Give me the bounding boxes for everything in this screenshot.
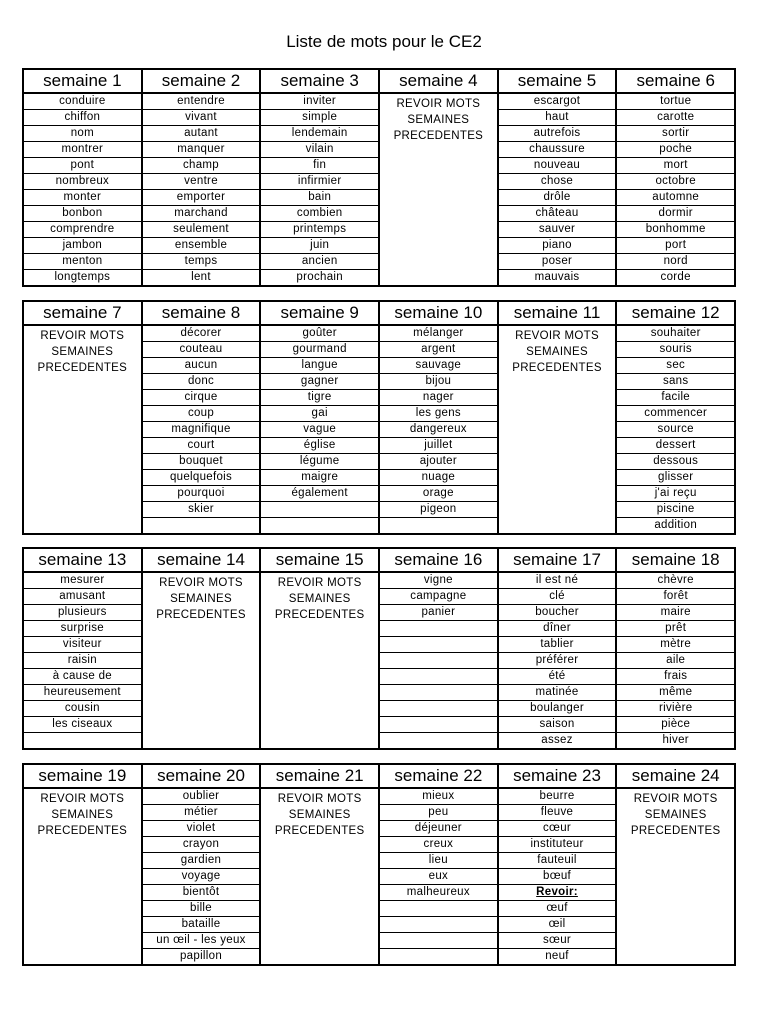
review-note bbox=[261, 573, 378, 623]
word-cell: bonhomme bbox=[617, 222, 734, 238]
review-note-line: PRECEDENTES bbox=[37, 825, 128, 837]
review-note-line: PRECEDENTES bbox=[512, 362, 602, 374]
week-header: semaine 14 bbox=[143, 549, 260, 573]
week-header: semaine 19 bbox=[24, 765, 141, 789]
word-cell: également bbox=[261, 486, 378, 502]
word-cell: bientôt bbox=[143, 885, 260, 901]
word-cell: skier bbox=[143, 502, 260, 518]
week-column bbox=[141, 549, 260, 748]
word-cell bbox=[380, 917, 497, 933]
word-cell: malheureux bbox=[380, 885, 497, 901]
week-word-list bbox=[380, 573, 497, 748]
week-column bbox=[497, 302, 616, 533]
word-cell bbox=[380, 518, 497, 533]
word-cell bbox=[380, 949, 497, 964]
word-cell: il est né bbox=[499, 573, 616, 589]
week-word-list bbox=[24, 573, 141, 748]
week-word-list bbox=[380, 326, 497, 533]
review-note-line: REVOIR MOTS bbox=[277, 793, 362, 805]
word-cell: juillet bbox=[380, 438, 497, 454]
word-cell: champ bbox=[143, 158, 260, 174]
word-cell: vilain bbox=[261, 142, 378, 158]
week-word-list bbox=[499, 94, 616, 285]
week-column bbox=[259, 549, 378, 748]
review-note-line: REVOIR MOTS bbox=[277, 577, 362, 589]
word-cell bbox=[143, 518, 260, 533]
word-cell bbox=[380, 717, 497, 733]
word-cell: bataille bbox=[143, 917, 260, 933]
word-cell: carotte bbox=[617, 110, 734, 126]
week-header: semaine 3 bbox=[261, 70, 378, 94]
word-cell bbox=[380, 637, 497, 653]
word-cell: dîner bbox=[499, 621, 616, 637]
word-cell: nager bbox=[380, 390, 497, 406]
review-note-line: PRECEDENTES bbox=[274, 609, 365, 621]
word-cell: manquer bbox=[143, 142, 260, 158]
word-cell: cousin bbox=[24, 701, 141, 717]
week-word-list bbox=[24, 94, 141, 285]
word-cell: voyage bbox=[143, 869, 260, 885]
week-column bbox=[378, 765, 497, 964]
word-cell: printemps bbox=[261, 222, 378, 238]
word-cell: à cause de bbox=[24, 669, 141, 685]
week-word-list bbox=[261, 326, 378, 533]
word-cell: aile bbox=[617, 653, 734, 669]
week-header: semaine 12 bbox=[617, 302, 734, 326]
word-cell: quelquefois bbox=[143, 470, 260, 486]
word-cell: tigre bbox=[261, 390, 378, 406]
word-cell: ventre bbox=[143, 174, 260, 190]
week-header: semaine 17 bbox=[499, 549, 616, 573]
week-block-4 bbox=[22, 763, 736, 966]
word-cell: monter bbox=[24, 190, 141, 206]
week-column bbox=[259, 765, 378, 964]
word-cell: boucher bbox=[499, 605, 616, 621]
word-cell: prochain bbox=[296, 271, 343, 283]
week-header: semaine 24 bbox=[617, 765, 734, 789]
word-cell: autrefois bbox=[499, 126, 616, 142]
week-column bbox=[615, 302, 734, 533]
word-cell: mauvais bbox=[534, 271, 580, 283]
word-cell: commencer bbox=[617, 406, 734, 422]
word-cell: les gens bbox=[380, 406, 497, 422]
review-note-line: REVOIR MOTS bbox=[633, 793, 718, 805]
review-note-line: REVOIR MOTS bbox=[159, 577, 243, 589]
review-note bbox=[143, 573, 260, 623]
word-cell bbox=[380, 933, 497, 949]
week-header: semaine 15 bbox=[261, 549, 378, 573]
review-note-line: SEMAINES bbox=[644, 809, 707, 821]
word-cell: préférer bbox=[499, 653, 616, 669]
word-cell: cirque bbox=[143, 390, 260, 406]
word-cell: addition bbox=[654, 519, 698, 531]
word-cell: lendemain bbox=[261, 126, 378, 142]
word-cell: instituteur bbox=[499, 837, 616, 853]
review-note bbox=[24, 789, 141, 839]
word-cell: pourquoi bbox=[143, 486, 260, 502]
review-note-line: PRECEDENTES bbox=[393, 130, 484, 142]
word-cell: gardien bbox=[143, 853, 260, 869]
week-column bbox=[141, 70, 260, 285]
week-word-list bbox=[617, 789, 734, 964]
word-cell: saison bbox=[499, 717, 616, 733]
word-cell: autant bbox=[143, 126, 260, 142]
word-cell: seulement bbox=[143, 222, 260, 238]
word-cell bbox=[261, 502, 378, 518]
word-cell: gourmand bbox=[261, 342, 378, 358]
review-note-line: PRECEDENTES bbox=[630, 825, 721, 837]
page-title: Liste de mots pour le CE2 bbox=[286, 32, 482, 51]
word-cell: lent bbox=[191, 271, 211, 283]
word-cell: œil bbox=[499, 917, 616, 933]
word-cell: poser bbox=[499, 254, 616, 270]
word-cell: gai bbox=[261, 406, 378, 422]
week-column bbox=[615, 765, 734, 964]
word-cell: amusant bbox=[24, 589, 141, 605]
word-cell: creux bbox=[380, 837, 497, 853]
word-cell: hiver bbox=[662, 734, 689, 746]
review-note-line: PRECEDENTES bbox=[37, 362, 128, 374]
review-note-line: REVOIR MOTS bbox=[40, 793, 125, 805]
word-cell: mort bbox=[617, 158, 734, 174]
word-cell: violet bbox=[143, 821, 260, 837]
word-cell: ajouter bbox=[380, 454, 497, 470]
word-cell: haut bbox=[499, 110, 616, 126]
word-cell: frais bbox=[617, 669, 734, 685]
review-note bbox=[24, 326, 141, 376]
word-cell: tortue bbox=[617, 94, 734, 110]
week-header: semaine 1 bbox=[24, 70, 141, 94]
word-cell: eux bbox=[380, 869, 497, 885]
week-header: semaine 8 bbox=[143, 302, 260, 326]
word-cell: vigne bbox=[380, 573, 497, 589]
word-cell: souhaiter bbox=[617, 326, 734, 342]
word-cell: les ciseaux bbox=[24, 717, 141, 733]
review-note-line: SEMAINES bbox=[170, 593, 232, 605]
word-cell: ensemble bbox=[143, 238, 260, 254]
word-cell: matinée bbox=[499, 685, 616, 701]
week-word-list bbox=[143, 573, 260, 748]
word-cell bbox=[380, 653, 497, 669]
review-note-line: SEMAINES bbox=[288, 593, 351, 605]
word-cell: j'ai reçu bbox=[617, 486, 734, 502]
word-cell: assez bbox=[541, 734, 573, 746]
week-word-list bbox=[617, 326, 734, 533]
review-note bbox=[499, 326, 616, 376]
word-cell: coup bbox=[143, 406, 260, 422]
word-cell: tablier bbox=[499, 637, 616, 653]
week-column bbox=[497, 765, 616, 964]
week-column bbox=[24, 549, 141, 748]
word-cell: court bbox=[143, 438, 260, 454]
word-cell bbox=[380, 685, 497, 701]
week-block-2 bbox=[22, 300, 736, 535]
week-block-1 bbox=[22, 68, 736, 287]
week-column bbox=[497, 70, 616, 285]
week-word-list bbox=[499, 573, 616, 748]
week-word-list bbox=[261, 789, 378, 964]
word-cell: décorer bbox=[143, 326, 260, 342]
word-cell: emporter bbox=[143, 190, 260, 206]
review-note-line: REVOIR MOTS bbox=[515, 330, 599, 342]
week-column bbox=[24, 70, 141, 285]
word-cell: menton bbox=[24, 254, 141, 270]
week-word-list bbox=[499, 789, 616, 964]
word-cell: montrer bbox=[24, 142, 141, 158]
week-word-list bbox=[261, 573, 378, 748]
week-column bbox=[24, 765, 141, 964]
word-cell: prêt bbox=[617, 621, 734, 637]
word-cell: dangereux bbox=[380, 422, 497, 438]
word-cell: mesurer bbox=[24, 573, 141, 589]
word-cell bbox=[380, 669, 497, 685]
week-column bbox=[497, 549, 616, 748]
word-cell: corde bbox=[660, 271, 691, 283]
word-cell: aucun bbox=[143, 358, 260, 374]
word-cell: argent bbox=[380, 342, 497, 358]
word-cell bbox=[380, 621, 497, 637]
week-column bbox=[141, 302, 260, 533]
week-column bbox=[259, 302, 378, 533]
word-cell: facile bbox=[617, 390, 734, 406]
word-cell: donc bbox=[143, 374, 260, 390]
week-column bbox=[615, 70, 734, 285]
week-header: semaine 21 bbox=[261, 765, 378, 789]
word-cell: été bbox=[499, 669, 616, 685]
word-cell: dessert bbox=[617, 438, 734, 454]
word-cell: poche bbox=[617, 142, 734, 158]
word-cell: piscine bbox=[617, 502, 734, 518]
week-header: semaine 5 bbox=[499, 70, 616, 94]
week-header: semaine 11 bbox=[499, 302, 616, 326]
week-header: semaine 7 bbox=[24, 302, 141, 326]
word-cell: sec bbox=[617, 358, 734, 374]
week-word-list bbox=[261, 94, 378, 285]
word-cell: nombreux bbox=[24, 174, 141, 190]
review-note bbox=[380, 94, 497, 144]
week-column bbox=[259, 70, 378, 285]
word-cell: Revoir: bbox=[499, 885, 616, 901]
word-cell: papillon bbox=[179, 950, 223, 962]
word-cell: dormir bbox=[617, 206, 734, 222]
word-cell: visiteur bbox=[24, 637, 141, 653]
word-cell: orage bbox=[380, 486, 497, 502]
word-cell: fleuve bbox=[499, 805, 616, 821]
word-cell: longtemps bbox=[54, 271, 111, 283]
word-cell bbox=[380, 901, 497, 917]
word-cell: combien bbox=[261, 206, 378, 222]
week-header: semaine 23 bbox=[499, 765, 616, 789]
review-note-line: SEMAINES bbox=[407, 114, 470, 126]
word-cell: pièce bbox=[617, 717, 734, 733]
word-cell: sauver bbox=[499, 222, 616, 238]
review-note-line: SEMAINES bbox=[526, 346, 588, 358]
word-cell: chèvre bbox=[617, 573, 734, 589]
word-cell: cœur bbox=[499, 821, 616, 837]
word-cell: église bbox=[261, 438, 378, 454]
week-word-list bbox=[617, 94, 734, 285]
week-word-list bbox=[143, 94, 260, 285]
review-note-line: PRECEDENTES bbox=[156, 609, 246, 621]
word-cell: entendre bbox=[143, 94, 260, 110]
word-cell: campagne bbox=[380, 589, 497, 605]
word-cell: surprise bbox=[24, 621, 141, 637]
word-cell: heureusement bbox=[24, 685, 141, 701]
word-cell: chaussure bbox=[499, 142, 616, 158]
review-note-line: REVOIR MOTS bbox=[40, 330, 125, 342]
week-header: semaine 22 bbox=[380, 765, 497, 789]
week-word-list bbox=[143, 789, 260, 964]
word-cell: jambon bbox=[24, 238, 141, 254]
word-cell: marchand bbox=[143, 206, 260, 222]
word-cell: forêt bbox=[617, 589, 734, 605]
week-column bbox=[378, 549, 497, 748]
word-cell: escargot bbox=[499, 94, 616, 110]
week-word-list bbox=[24, 326, 141, 533]
word-cell: nouveau bbox=[499, 158, 616, 174]
word-cell bbox=[380, 733, 497, 748]
word-cell: langue bbox=[261, 358, 378, 374]
word-cell: maigre bbox=[261, 470, 378, 486]
review-note-line: PRECEDENTES bbox=[274, 825, 365, 837]
review-note-line: SEMAINES bbox=[51, 809, 114, 821]
word-cell: nom bbox=[24, 126, 141, 142]
word-cell: même bbox=[617, 685, 734, 701]
word-cell: fauteuil bbox=[499, 853, 616, 869]
word-cell: bouquet bbox=[143, 454, 260, 470]
word-cell: nuage bbox=[380, 470, 497, 486]
word-cell: oublier bbox=[143, 789, 260, 805]
week-word-list bbox=[380, 789, 497, 964]
word-cell: conduire bbox=[24, 94, 141, 110]
word-cell: comprendre bbox=[24, 222, 141, 238]
word-cell: port bbox=[617, 238, 734, 254]
word-cell: plusieurs bbox=[24, 605, 141, 621]
word-cell: sortir bbox=[617, 126, 734, 142]
week-column bbox=[378, 70, 497, 285]
word-cell: bonbon bbox=[24, 206, 141, 222]
word-cell: glisser bbox=[617, 470, 734, 486]
word-cell: pigeon bbox=[380, 502, 497, 518]
word-cell: juin bbox=[261, 238, 378, 254]
word-cell: chiffon bbox=[24, 110, 141, 126]
word-cell: vague bbox=[261, 422, 378, 438]
word-cell: simple bbox=[261, 110, 378, 126]
word-cell: mélanger bbox=[380, 326, 497, 342]
review-note-line: REVOIR MOTS bbox=[396, 98, 481, 110]
week-header: semaine 2 bbox=[143, 70, 260, 94]
review-note bbox=[617, 789, 734, 839]
week-header: semaine 13 bbox=[24, 549, 141, 573]
word-cell: château bbox=[499, 206, 616, 222]
word-cell: sœur bbox=[499, 933, 616, 949]
word-cell: vivant bbox=[143, 110, 260, 126]
word-cell: souris bbox=[617, 342, 734, 358]
word-cell: neuf bbox=[545, 950, 569, 962]
word-cell: lieu bbox=[380, 853, 497, 869]
word-cell: bœuf bbox=[499, 869, 616, 885]
week-word-list bbox=[499, 326, 616, 533]
week-column bbox=[615, 549, 734, 748]
week-column bbox=[141, 765, 260, 964]
word-cell: beurre bbox=[499, 789, 616, 805]
week-header: semaine 16 bbox=[380, 549, 497, 573]
word-cell: couteau bbox=[143, 342, 260, 358]
week-column bbox=[378, 302, 497, 533]
word-cell: boulanger bbox=[499, 701, 616, 717]
word-cell: drôle bbox=[499, 190, 616, 206]
word-cell: fin bbox=[261, 158, 378, 174]
word-cell: rivière bbox=[617, 701, 734, 717]
week-word-list bbox=[24, 789, 141, 964]
word-cell: octobre bbox=[617, 174, 734, 190]
word-cell: sans bbox=[617, 374, 734, 390]
review-note-line: SEMAINES bbox=[51, 346, 114, 358]
week-block-3 bbox=[22, 547, 736, 750]
word-cell: peu bbox=[380, 805, 497, 821]
word-cell: légume bbox=[261, 454, 378, 470]
word-cell bbox=[24, 733, 141, 748]
word-cell: pont bbox=[24, 158, 141, 174]
word-cell: sauvage bbox=[380, 358, 497, 374]
week-header: semaine 10 bbox=[380, 302, 497, 326]
word-cell: mieux bbox=[380, 789, 497, 805]
word-cell: magnifique bbox=[143, 422, 260, 438]
word-cell: dessous bbox=[617, 454, 734, 470]
word-cell: clé bbox=[499, 589, 616, 605]
word-cell: inviter bbox=[261, 94, 378, 110]
word-cell: mètre bbox=[617, 637, 734, 653]
word-cell: goûter bbox=[261, 326, 378, 342]
review-note bbox=[261, 789, 378, 839]
word-cell: ancien bbox=[261, 254, 378, 270]
word-cell: un œil - les yeux bbox=[143, 933, 260, 949]
week-header: semaine 6 bbox=[617, 70, 734, 94]
word-cell: métier bbox=[143, 805, 260, 821]
word-cell: gagner bbox=[261, 374, 378, 390]
week-word-list bbox=[143, 326, 260, 533]
week-header: semaine 18 bbox=[617, 549, 734, 573]
word-cell: bain bbox=[261, 190, 378, 206]
week-header: semaine 20 bbox=[143, 765, 260, 789]
week-word-list bbox=[380, 94, 497, 285]
word-cell: piano bbox=[499, 238, 616, 254]
word-cell: bille bbox=[143, 901, 260, 917]
week-column bbox=[24, 302, 141, 533]
word-cell: automne bbox=[617, 190, 734, 206]
word-cell: temps bbox=[143, 254, 260, 270]
word-cell: crayon bbox=[143, 837, 260, 853]
word-cell bbox=[261, 518, 378, 533]
word-cell: bijou bbox=[380, 374, 497, 390]
word-cell bbox=[380, 701, 497, 717]
week-header: semaine 9 bbox=[261, 302, 378, 326]
word-cell: œuf bbox=[499, 901, 616, 917]
week-header: semaine 4 bbox=[380, 70, 497, 94]
word-cell: déjeuner bbox=[380, 821, 497, 837]
word-cell: source bbox=[617, 422, 734, 438]
word-cell: nord bbox=[617, 254, 734, 270]
word-cell: raisin bbox=[24, 653, 141, 669]
review-note-line: SEMAINES bbox=[288, 809, 351, 821]
word-cell: chose bbox=[499, 174, 616, 190]
word-cell: infirmier bbox=[261, 174, 378, 190]
word-cell: panier bbox=[380, 605, 497, 621]
week-word-list bbox=[617, 573, 734, 748]
word-cell: maire bbox=[617, 605, 734, 621]
